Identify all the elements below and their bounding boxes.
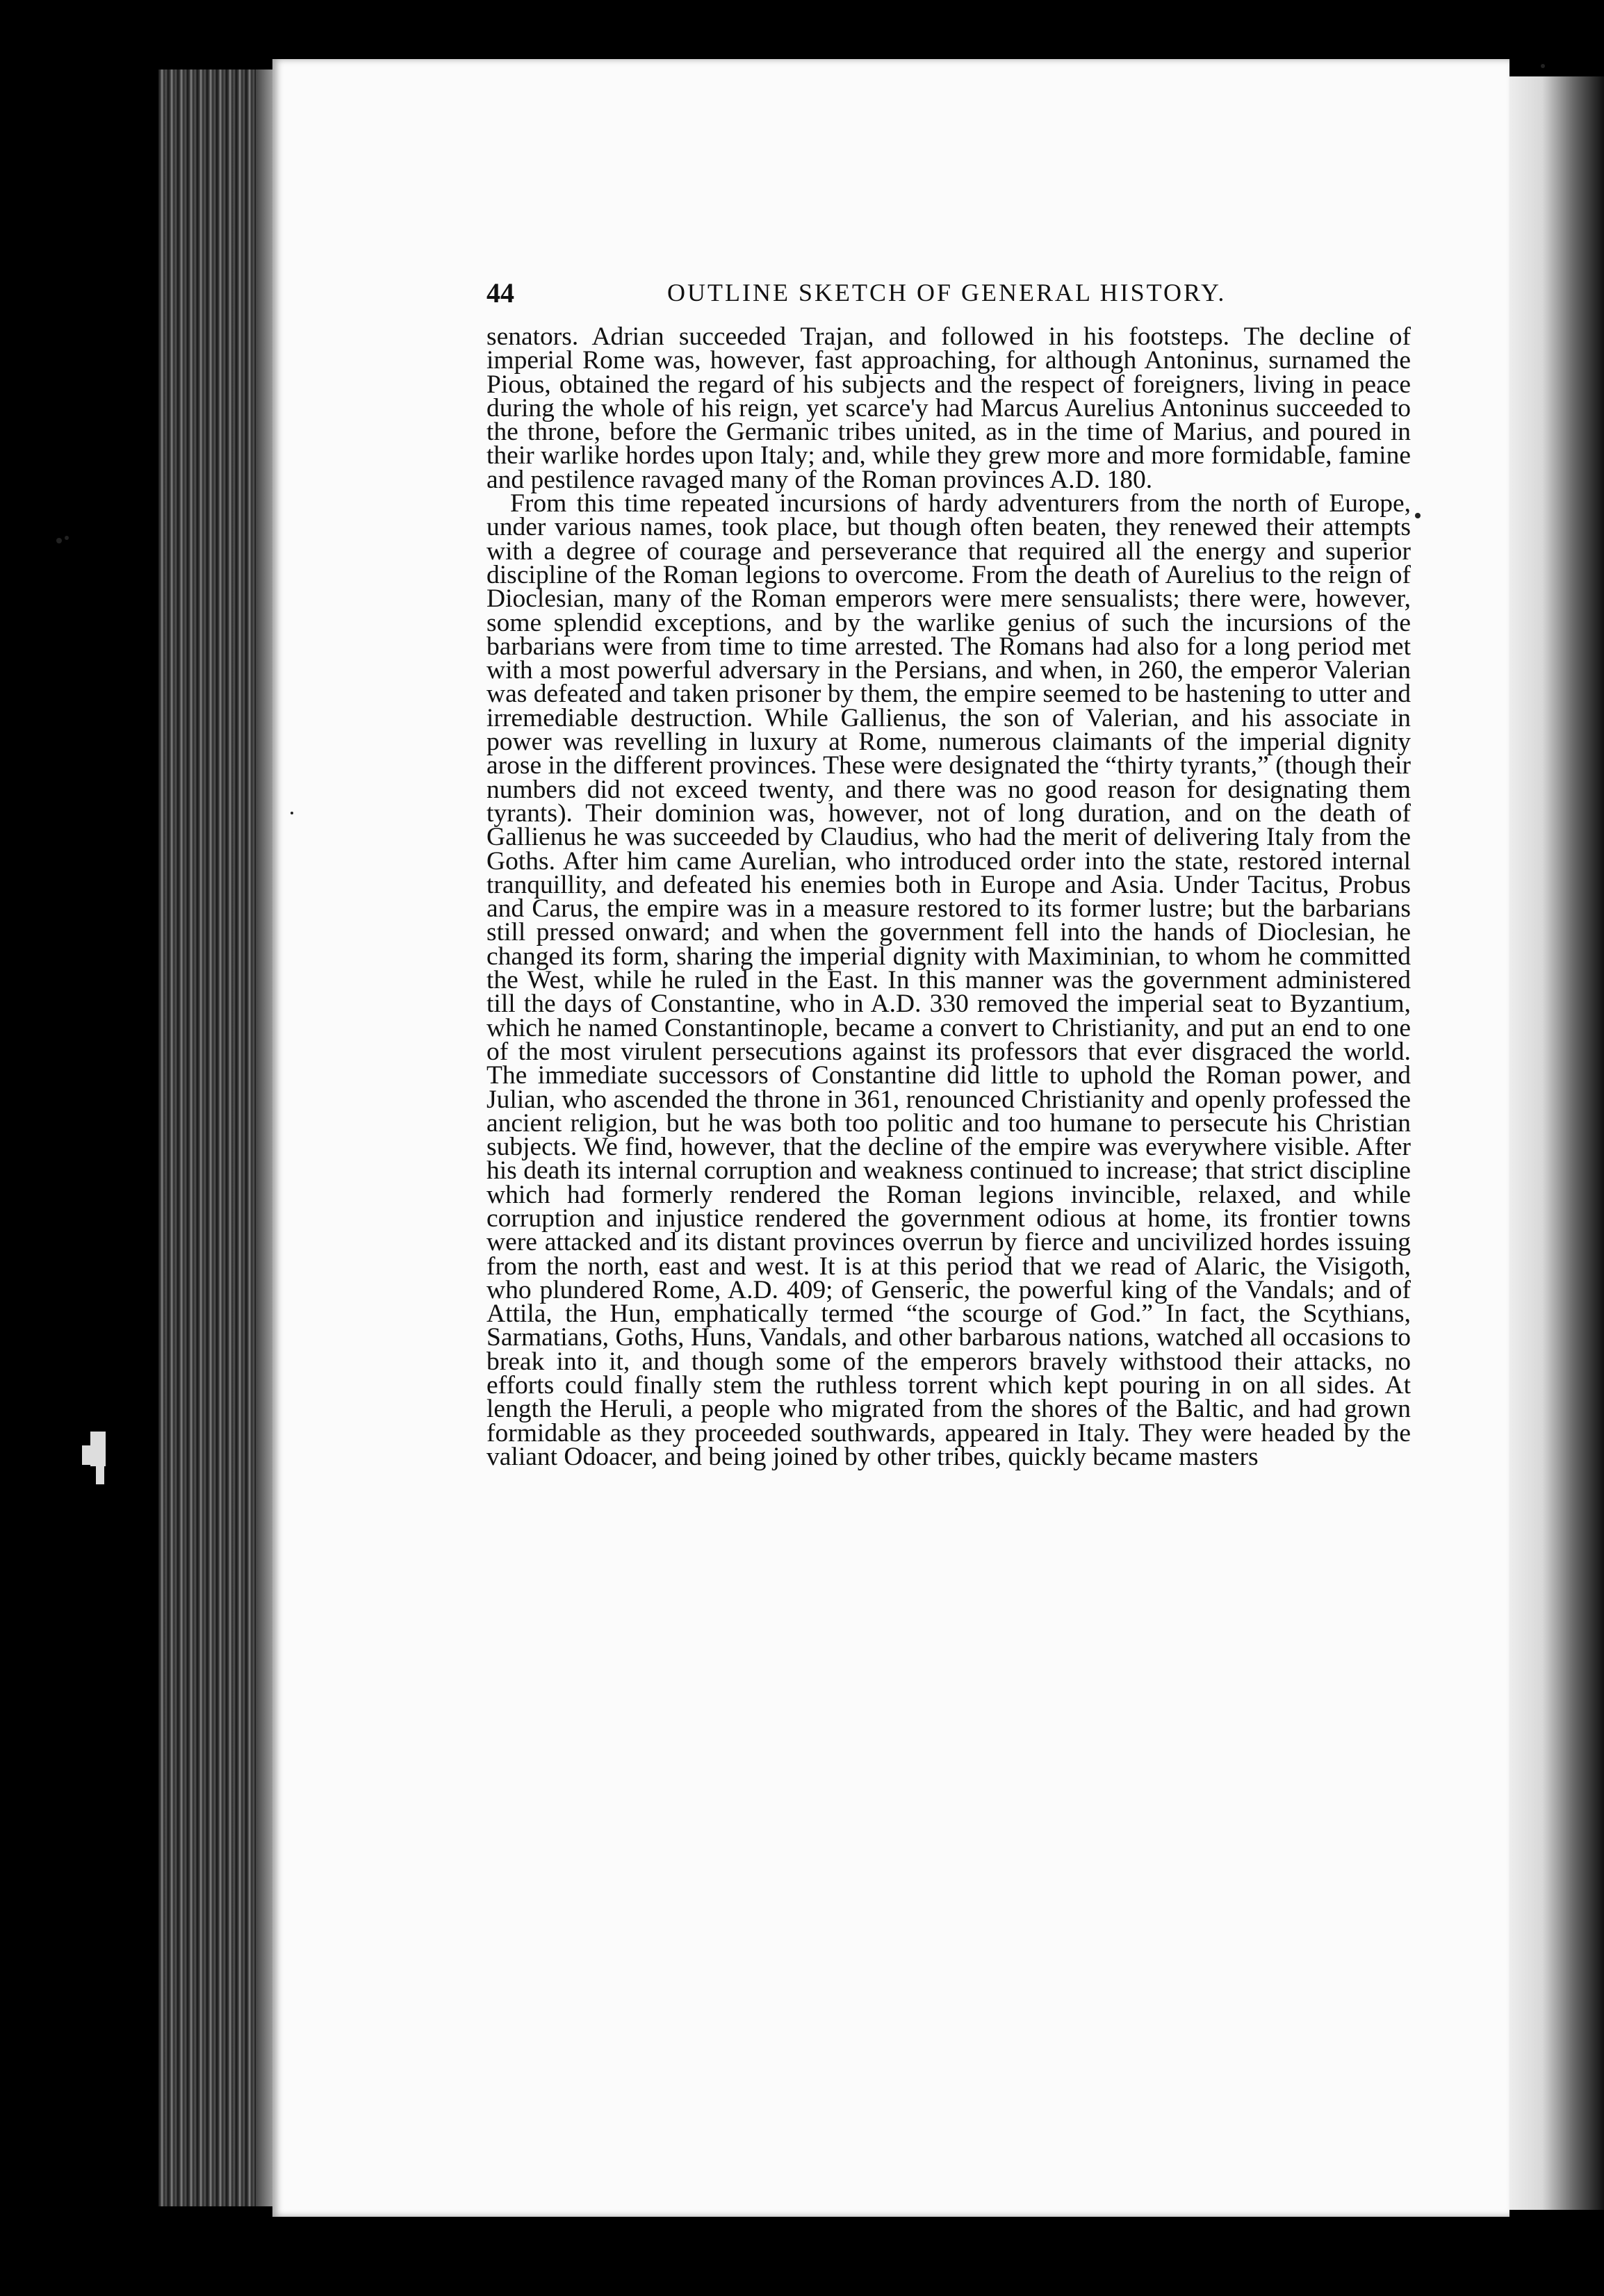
page-number: 44 bbox=[486, 277, 514, 309]
book-page-edges bbox=[158, 69, 284, 2206]
book-right-edge bbox=[1501, 76, 1604, 2210]
running-title: OUTLINE SKETCH OF GENERAL HISTORY. bbox=[667, 279, 1227, 306]
page-header bbox=[486, 277, 1487, 318]
body-text bbox=[486, 322, 1411, 1471]
paragraph-1: senators. Adrian succeeded Trajan, and followed in his footsteps. The decline of imperial Rome was, however, fast approaching, for although Antoninus, surnamed the Pious, obtained the regard of his subjects and the respect of foreigners, living in peace during the whole of his reign, yet scarce'y had Marcus Aurelius Antoninus succeeded to the throne, before the Germanic tribes united, as in the time of Marius, and poured in their warlike hordes upon Italy; and, while they grew more and more formidable, famine and pestilence ravaged many of the Roman provinces A.D. 180. bbox=[486, 322, 1411, 494]
paragraph-2: From this time repeated incursions of hardy adventurers from the north of Europe, under various names, took place, but though often beaten, they renewed their attempts with a degree of courage and perseverance that required all the energy and superior discipline of the Roman legions to overcome. From the death of Aurelius to the reign of Dioclesian, many of the Roman emperors were mere sensualists; there were, however, some splendid exceptions, and by the warlike genius of such the incursions of the barbarians were from time to time arrested. The Romans had also for a long period met with a most powerful adversary in the Persians, and when, in 260, the emperor Valerian was defeated and taken prisoner by them, the empire seemed to be hastening to utter and irremediable destruction. While Gallienus, the son of Valerian, and his associate in power was revelling in luxury at Rome, numerous claimants of the imperial dignity arose in the different provinces. These were designated the “thirty tyrants,” (though their numbers did not exceed twenty, and there was no good reason for designating them tyrants). Their dominion was, however, not of long duration, and on the death of Gallienus he was succeeded by Claudius, who had the merit of delivering Italy from the Goths. After him came Aurelian, who introduced order into the state, restored internal tranquillity, and defeated his enemies both in Europe and Asia. Under Tacitus, Probus and Carus, the empire was in a measure restored to its former lustre; but the barbarians still pressed onward; and when the government fell into the hands of Dioclesian, he changed its form, sharing the imperial dignity with Maximinian, to whom he committed the West, while he ruled in the East. In this manner was the government administered till the days of Constantine, who in A.D. 330 removed the imperial seat to Byzantium, which he named Constantinople, became a convert to Christianity, and put an end to one of the most virulent persecutions against its professors that ever disgraced the world. The immediate successors of Constantine did little to uphold the Roman power, and Julian, who ascended the throne in 361, renounced Christianity and openly professed the ancient religion, but he was both too politic and too humane to persecute his Christian subjects. We find, however, that the decline of the empire was everywhere visible. After his death its internal corruption and weakness continued to increase; that strict discipline which had formerly rendered the Roman legions invincible, relaxed, and while corruption and injustice rendered the government odious at home, its frontier towns were attacked and its distant provinces overrun by fierce and uncivilized hordes issuing from the north, east and west. It is at this period that we read of Alaric, the Visigoth, who plundered Rome, A.D. 409; of Genseric, the powerful king of the Vandals; and of Attila, the Hun, emphatically termed “the scourge of God.” In fact, the Scythians, Sarmatians, Goths, Huns, Vandals, and other barbarous nations, watched all occasions to break into it, and though some of the emperors bravely withstood their attacks, no efforts could finally stem the ruthless torrent which kept pouring in on all sides. At length the Heruli, a people who migrated from the shores of the Baltic, and had grown formidable as they proceeded southwards, appeared in Italy. They were headed by the valiant Odoacer, and being joined by other tribes, quickly became masters bbox=[486, 489, 1411, 1471]
